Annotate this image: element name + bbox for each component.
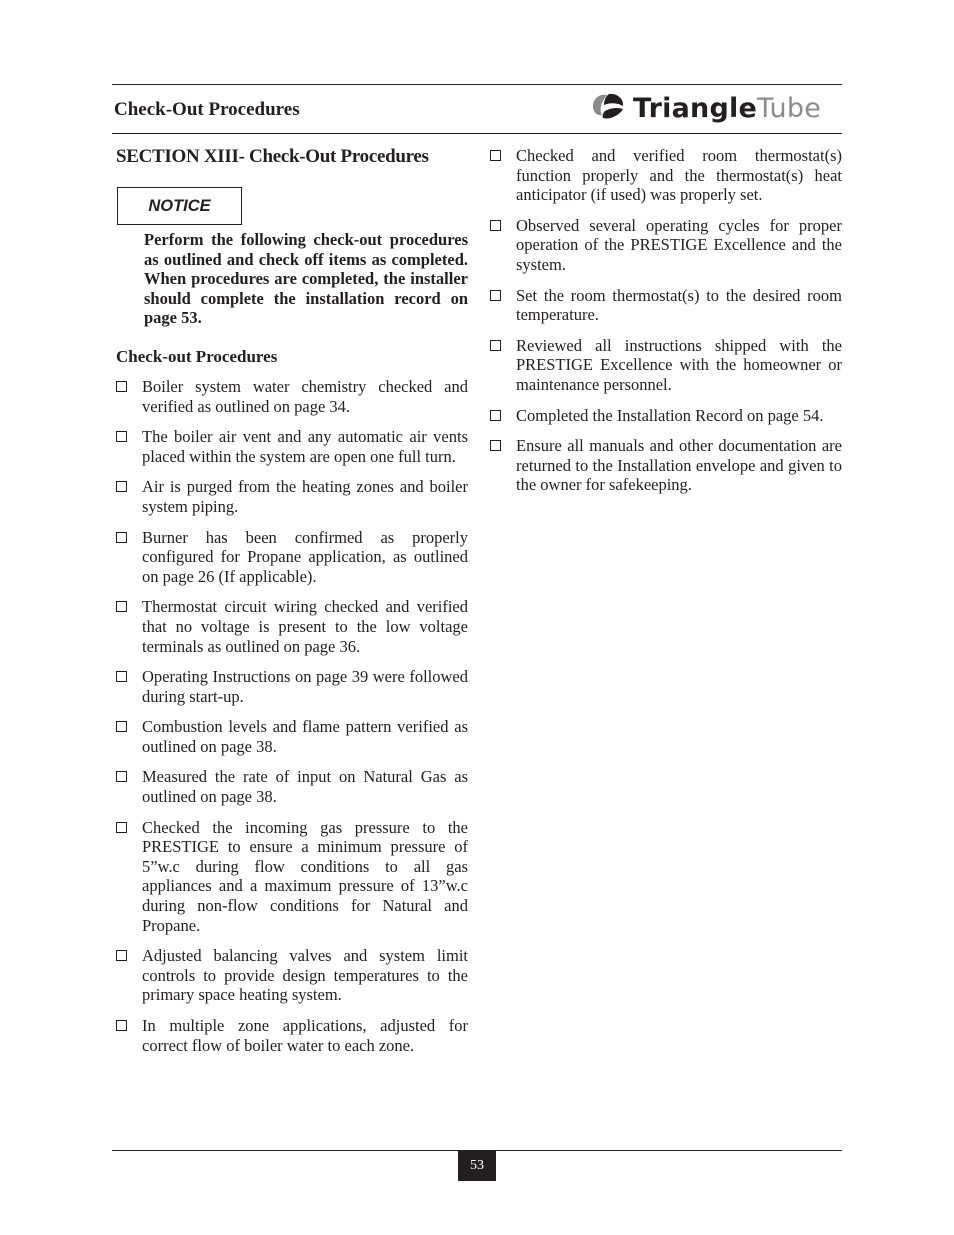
checklist-item <box>116 377 468 416</box>
notice-label: NOTICE <box>148 196 211 215</box>
checklist-item-text: Thermostat circuit wiring checked and verified that no voltage is present to the low voltage terminals as outlined on page 36. <box>142 597 468 656</box>
checkbox[interactable] <box>116 721 127 732</box>
checkbox[interactable] <box>490 220 501 231</box>
checkbox[interactable] <box>490 290 501 301</box>
checkbox[interactable] <box>116 532 127 543</box>
checklist-item <box>490 216 842 275</box>
checklist-item <box>490 286 842 325</box>
section-title: SECTION XIII- Check-Out Procedures <box>116 146 429 167</box>
checklist-item-text: In multiple zone applications, adjusted for correct flow of boiler water to each zone. <box>142 1016 468 1055</box>
right-checklist <box>490 146 842 495</box>
checkbox[interactable] <box>490 410 501 421</box>
checklist-item-text: Air is purged from the heating zones and boiler system piping. <box>142 477 468 516</box>
checklist-item-text: Measured the rate of input on Natural Gas as outlined on page 38. <box>142 767 468 807</box>
notice-box <box>117 187 242 225</box>
checklist-item <box>116 667 468 706</box>
checkbox[interactable] <box>116 950 127 961</box>
brand-logo <box>590 92 821 124</box>
logo-text-triangle: Triangle <box>633 92 757 124</box>
checkbox[interactable] <box>116 431 127 442</box>
checkbox[interactable] <box>490 440 501 451</box>
logo-text-tube: Tube <box>756 92 822 124</box>
checklist-item-text: Checked and verified room thermostat(s) function properly and the thermostat(s) heat anticipator (if used) was properly set. <box>516 146 842 205</box>
checklist-item <box>116 946 468 1005</box>
checklist-item-text: Burner has been confirmed as properly configured for Propane application, as outlined on page 26 (If applicable). <box>142 527 468 586</box>
checkbox[interactable] <box>116 822 127 833</box>
checklist-item <box>116 818 468 936</box>
checkbox[interactable] <box>116 481 127 492</box>
checklist-item-text: Operating Instructions on page 39 were followed during start-up. <box>142 667 468 706</box>
checkbox[interactable] <box>490 150 501 161</box>
checklist-item <box>490 336 842 395</box>
checkbox[interactable] <box>116 671 127 682</box>
header-top-rule <box>112 84 842 85</box>
checkbox[interactable] <box>116 381 127 392</box>
checklist-item <box>490 406 842 426</box>
checklist-item <box>490 146 842 205</box>
checklist-item-text: Completed the Installation Record on page 54. <box>516 405 824 425</box>
checklist-item-text: Adjusted balancing valves and system limit controls to provide design temperatures to the primary space heating system. <box>142 946 468 1005</box>
checklist-item-text: Checked the incoming gas pressure to the PRESTIGE to ensure a minimum pressure of 5”w.c during flow conditions to all gas appliances and a maximum pressure of 13”w.c during non-flow conditions for Natural and Propane. <box>142 817 468 935</box>
checklist-item-text: Combustion levels and flame pattern verified as outlined on page 38. <box>142 717 468 756</box>
logo-wordmark <box>633 92 822 124</box>
header-title: Check-Out Procedures <box>114 99 300 120</box>
checklist-item-text: Reviewed all instructions shipped with the PRESTIGE Excellence with the homeowner or maintenance personnel. <box>516 335 842 394</box>
checklist-item <box>116 477 468 516</box>
checklist-item-text: Boiler system water chemistry checked and verified as outlined on page 34. <box>142 376 468 416</box>
page-number: 53 <box>458 1151 496 1181</box>
left-checklist <box>116 377 468 1055</box>
checklist-item <box>116 767 468 806</box>
checklist-item-text: Set the room thermostat(s) to the desired room temperature. <box>516 285 842 325</box>
header-bottom-rule <box>112 133 842 134</box>
checkbox[interactable] <box>490 340 501 351</box>
notice-body: Perform the following check-out procedures as outlined and check off items as completed. When procedures are completed, the installer should complete the installation record on page 53. <box>144 230 468 328</box>
checklist-item <box>116 427 468 466</box>
triangletube-logo-icon <box>590 92 626 124</box>
checkout-heading: Check-out Procedures <box>116 346 278 366</box>
checklist-item <box>116 597 468 656</box>
checklist-item-text: Observed several operating cycles for proper operation of the PRESTIGE Excellence and the system. <box>516 215 842 274</box>
checkbox[interactable] <box>116 771 127 782</box>
checklist-item <box>116 528 468 587</box>
checkbox[interactable] <box>116 1020 127 1031</box>
checklist-item-text: The boiler air vent and any automatic air vents placed within the system are open one full turn. <box>142 427 468 466</box>
checklist-item-text: Ensure all manuals and other documentation are returned to the Installation envelope and given to the owner for safekeeping. <box>516 436 842 495</box>
left-column <box>116 146 468 1066</box>
checklist-item <box>116 717 468 756</box>
right-column <box>490 146 842 506</box>
checklist-item <box>490 436 842 495</box>
checkbox[interactable] <box>116 601 127 612</box>
checklist-item <box>116 1016 468 1055</box>
